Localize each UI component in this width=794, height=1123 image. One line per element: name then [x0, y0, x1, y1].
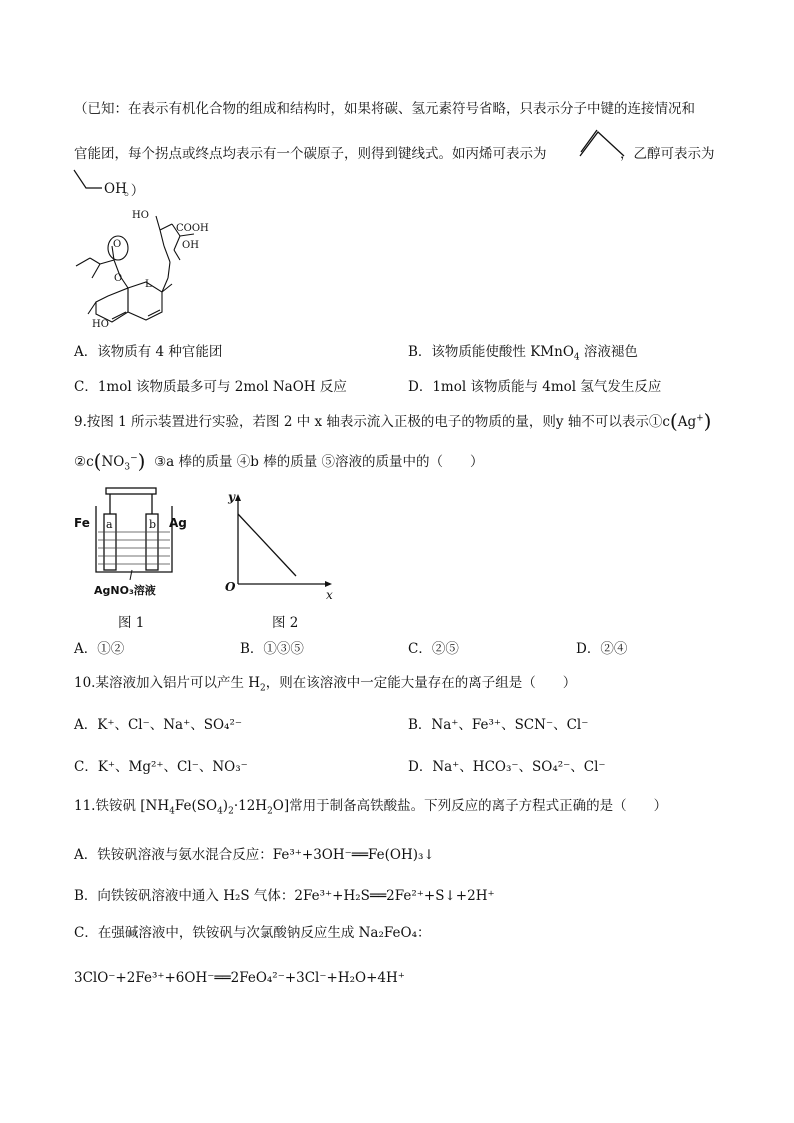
ag-electrode-label: Ag: [169, 516, 187, 530]
q9-stem-line-1: 9.按图 1 所示装置进行实验，若图 2 中 x 轴表示流入正极的电子的物质的量，则y 轴不可以表示①c(Ag+): [74, 409, 712, 433]
q8-option-d: D．1mol 该物质能与 4mol 氢气发生反应: [408, 379, 662, 395]
y-axis-label: y: [228, 490, 235, 504]
q10-stem: 10.某溶液加入铝片可以产生 $H_2$，则在该溶液中一定能大量存在的离子组是（ ）: [74, 675, 577, 694]
intro-line-2a: 官能团，每个拐点或终点均表示有一个碳原子，则得到键线式。如丙烯可表示为: [74, 146, 547, 162]
q9-stem-line-2: $②c(NO_3^-)$ ③a 棒的质量 ④b 棒的质量 ⑤溶液的质量中的（ ）: [74, 449, 484, 473]
electrode-a-label: a: [106, 518, 113, 531]
electrode-b-label: b: [149, 518, 157, 531]
propene-skeletal-formula: [578, 126, 626, 162]
ho-top-label: HO: [132, 210, 149, 221]
fe-electrode-label: Fe: [74, 516, 90, 530]
q11-option-c: C．在强碱溶液中，铁铵矾与次氯酸钠反应生成 Na₂FeO₄：: [74, 925, 431, 941]
q10-option-c: C．K⁺、Mg²⁺、Cl⁻、NO₃⁻: [74, 759, 248, 775]
figure-2-graph: [226, 492, 336, 592]
solution-label: AgNO₃溶液: [94, 584, 156, 597]
intro-line-2b: ，乙醇可表示为: [620, 146, 715, 162]
q10-option-b: B．Na⁺、Fe³⁺、SCN⁻、Cl⁻: [408, 717, 589, 733]
q9-option-b: B．①③⑤: [240, 641, 304, 657]
figure-2-caption: 图 2: [272, 615, 299, 631]
q9-option-d: D．②④: [576, 641, 628, 657]
q11-option-b: B．向铁铵矾溶液中通入 H₂S 气体：2Fe³⁺+H₂S══2Fe²⁺+S↓+2H⁺: [74, 888, 495, 904]
q10-option-a: A．K⁺、Cl⁻、Na⁺、SO₄²⁻: [74, 717, 242, 733]
q8-option-c: C．1mol 该物质最多可与 2mol NaOH 反应: [74, 379, 347, 395]
q11-option-c-equation: 3ClO⁻+2Fe³⁺+6OH⁻══2FeO₄²⁻+3Cl⁻+H₂O+4H⁺: [74, 970, 405, 986]
figure-1-caption: 图 1: [118, 615, 145, 631]
carbonyl-o-label: O: [113, 239, 122, 250]
origin-label: O: [225, 580, 236, 594]
l-mark-label: L: [145, 279, 152, 290]
q9-option-a: A．①②: [74, 641, 125, 657]
q11-option-a: A．铁铵矾溶液与氨水混合反应：Fe³⁺+3OH⁻══Fe(OH)₃↓: [74, 847, 435, 863]
intro-line-3-end: 。）: [124, 183, 145, 199]
x-axis-label: x: [326, 588, 333, 602]
intro-line-1: （已知：在表示有机化合物的组成和结构时，如果将碳、氢元素符号省略，只表示分子中键的连接情况和: [74, 101, 695, 117]
q10-option-d: D．Na⁺、HCO₃⁻、SO₄²⁻、Cl⁻: [408, 759, 606, 775]
ester-o-label: O: [114, 273, 123, 284]
q8-option-b: B．该物质能使酸性 KMnO$_4$ 溶液褪色: [408, 344, 638, 363]
q9-option-c: C．②⑤: [408, 641, 459, 657]
q11-stem: 11.铁铵矾 $[NH_4Fe(SO_4)_2\cdot 12H_2O]$常用于制备高铁酸盐。下列反应的离子方程式正确的是（ ）: [74, 798, 668, 817]
q8-option-a: A．该物质有 4 种官能团: [74, 344, 223, 360]
cooh-label: COOH: [176, 223, 209, 234]
ethanol-oh-label: OH: [104, 181, 127, 197]
oh-mid-label: OH: [182, 240, 199, 251]
ho-bottom-label: HO: [92, 319, 109, 330]
